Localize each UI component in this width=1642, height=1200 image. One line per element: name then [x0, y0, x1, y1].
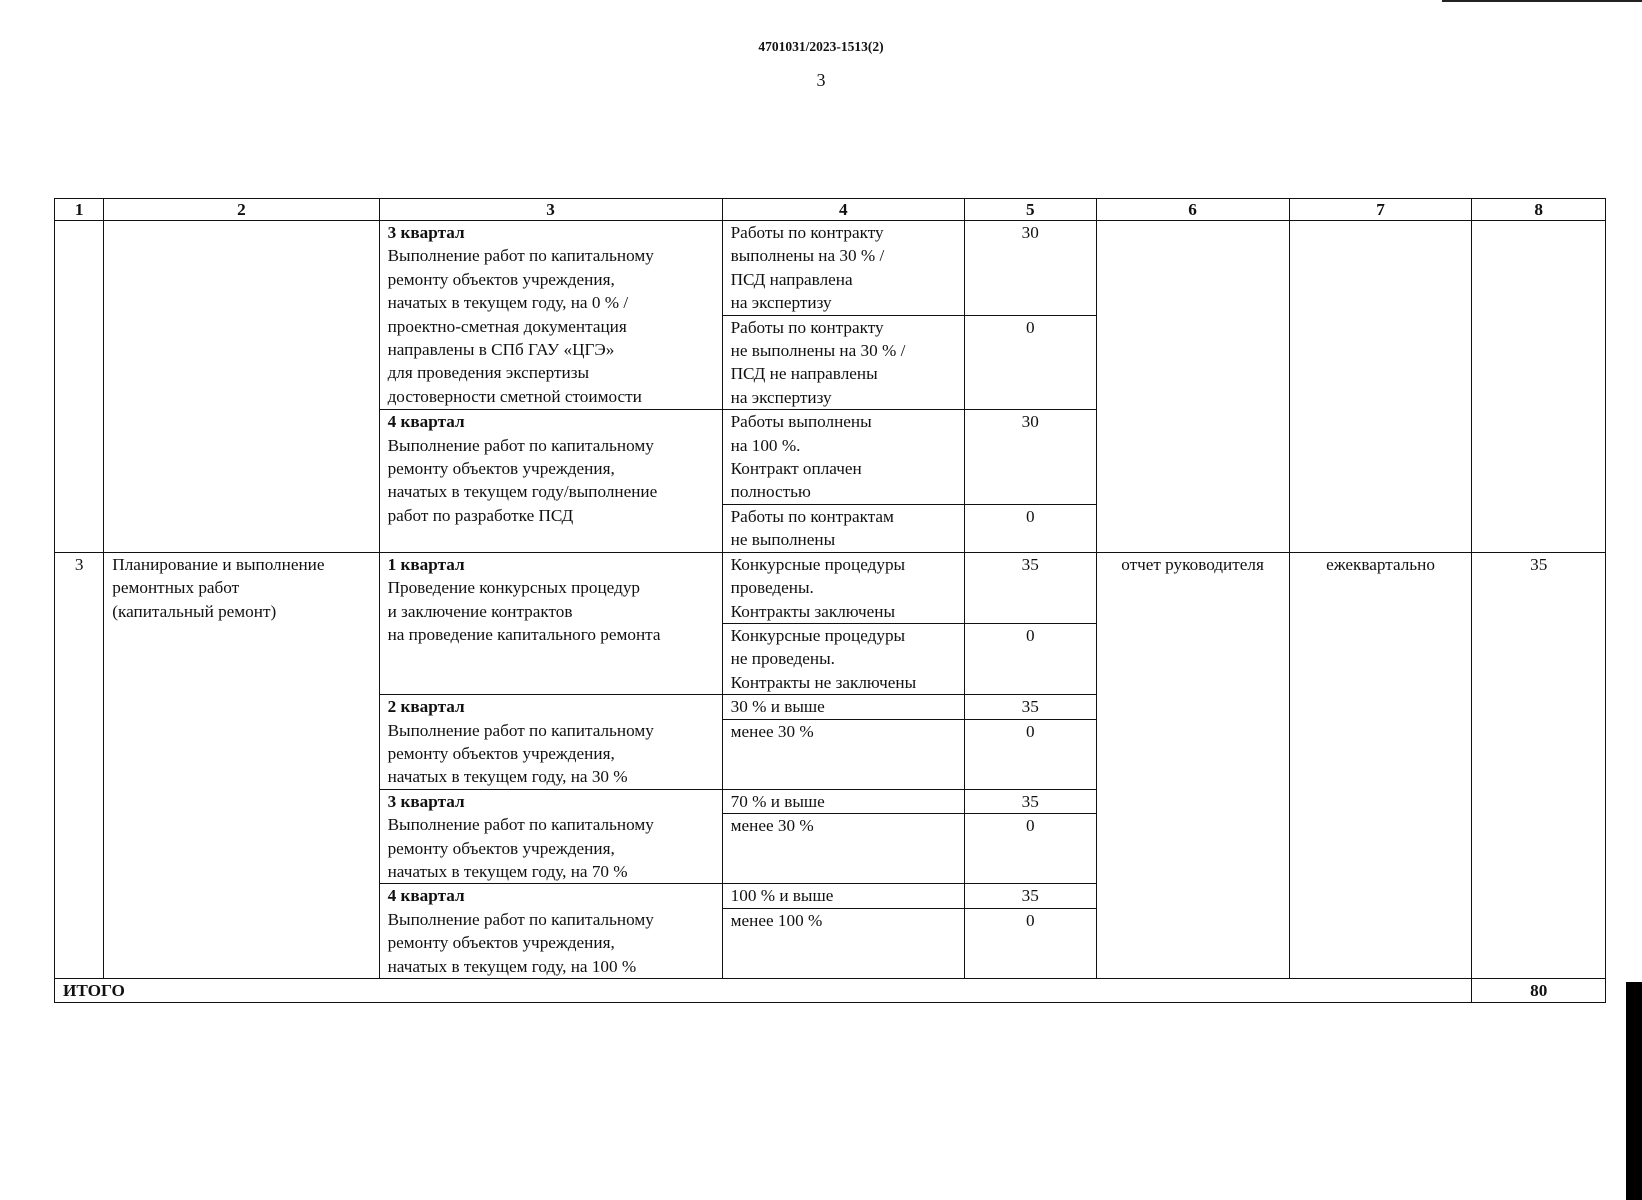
total-label: ИТОГО	[55, 979, 1472, 1003]
column-number-row	[55, 199, 1606, 221]
score-cell: 0	[965, 504, 1096, 552]
col-number-4: 4	[722, 199, 964, 221]
result-cell	[722, 221, 964, 316]
quarter-description: Выполнение работ по капитальному ремонту объектов учреждения, начатых в текущем году/выполнение работ по разработке ПСД	[387, 435, 658, 525]
quarter-description: Проведение конкурсных процедур и заключение контрактов на проведение капитального ремонта	[387, 578, 661, 644]
result-text: Работы по контракту выполнены на 30 % / ПСД направлена на экспертизу	[730, 223, 885, 313]
max-score-cell: 35	[1472, 552, 1606, 978]
result-text: Конкурсные процедуры не проведены. Контракты не заключены	[730, 625, 917, 692]
score-cell: 35	[965, 695, 1096, 719]
criterion-name: Планирование и выполнение ремонтных работ (капитальный ремонт)	[112, 554, 325, 621]
score-cell: 0	[965, 814, 1096, 884]
score-cell: 35	[965, 552, 1096, 623]
criteria-table	[54, 198, 1606, 1003]
page-number: 3	[816, 70, 826, 90]
top-edge-rule	[1442, 0, 1642, 2]
quarter-label: 4 квартал	[387, 886, 465, 906]
quarter-label: 1 квартал	[387, 554, 465, 574]
quarter-description: Выполнение работ по капитальному ремонту объектов учреждения, начатых в текущем году, на 70 %	[387, 815, 654, 881]
quarter-label: 3 квартал	[387, 791, 465, 811]
result-cell: 70 % и выше	[722, 789, 964, 813]
score-cell: 35	[965, 884, 1096, 908]
quarter-description: Выполнение работ по капитальному ремонту объектов учреждения, начатых в текущем году, на 100 %	[387, 909, 654, 976]
score-cell: 35	[965, 789, 1096, 813]
result-cell	[722, 623, 964, 694]
quarter-cell	[379, 695, 722, 790]
quarter-cell	[379, 552, 722, 694]
name-cell-empty	[104, 221, 379, 553]
table-row	[55, 221, 1606, 316]
result-text: Работы по контракту не выполнены на 30 % / ПСД не направлены на экспертизу	[730, 317, 906, 407]
document-number: 4701031/2023-1513(2)	[758, 39, 884, 54]
periodicity-cell: ежеквартально	[1289, 552, 1472, 978]
table-row	[55, 552, 1606, 623]
quarter-label: 3 квартал	[387, 223, 465, 242]
col-number-6: 6	[1096, 199, 1289, 221]
col-number-8: 8	[1472, 199, 1606, 221]
score-cell: 0	[965, 623, 1096, 694]
quarter-cell	[379, 789, 722, 884]
result-text: Работы выполнены на 100 %. Контракт оплачен полностью	[730, 412, 872, 502]
score-cell: 30	[965, 221, 1096, 316]
criterion-number: 3	[55, 552, 104, 978]
col-number-1: 1	[55, 199, 104, 221]
col-number-3: 3	[379, 199, 722, 221]
score-cell: 0	[965, 908, 1096, 978]
score-cell: 0	[965, 719, 1096, 789]
quarter-description: Выполнение работ по капитальному ремонту объектов учреждения, начатых в текущем году, на 30 %	[387, 720, 654, 787]
quarter-label: 4 квартал	[387, 412, 465, 432]
quarter-label: 2 квартал	[387, 697, 465, 717]
quarter-cell	[379, 884, 722, 979]
result-cell: 100 % и выше	[722, 884, 964, 908]
result-text: Конкурсные процедуры проведены. Контракты заключены	[730, 554, 906, 621]
result-cell	[722, 504, 964, 552]
data-source-cell: отчет руководителя	[1096, 552, 1289, 978]
result-cell	[722, 410, 964, 505]
result-cell: менее 30 %	[722, 814, 964, 884]
result-cell: менее 30 %	[722, 719, 964, 789]
score-cell: 0	[965, 315, 1096, 410]
quarter-cell	[379, 410, 722, 552]
quarter-cell	[379, 221, 722, 410]
result-cell: менее 100 %	[722, 908, 964, 978]
result-cell	[722, 315, 964, 410]
result-cell: 30 % и выше	[722, 695, 964, 719]
total-value: 80	[1472, 979, 1606, 1003]
periodicity-cell-empty	[1289, 221, 1472, 553]
score-cell: 30	[965, 410, 1096, 505]
result-cell	[722, 552, 964, 623]
col-number-2: 2	[104, 199, 379, 221]
source-cell-empty	[1096, 221, 1289, 553]
scan-edge-bar	[1626, 982, 1642, 1200]
quarter-description: Выполнение работ по капитальному ремонту объектов учреждения, начатых в текущем году, на 0 % / проектно-сметная документация направлены в СПб ГАУ «ЦГЭ» для проведения экспертизы достоверности сметной стоимости	[387, 246, 654, 406]
max-score-cell-empty	[1472, 221, 1606, 553]
col-number-7: 7	[1289, 199, 1472, 221]
total-row	[55, 979, 1606, 1003]
criterion-name-cell	[104, 552, 379, 978]
col-number-5: 5	[965, 199, 1096, 221]
result-text: Работы по контрактам не выполнены	[730, 506, 894, 550]
num-cell-empty	[55, 221, 104, 553]
